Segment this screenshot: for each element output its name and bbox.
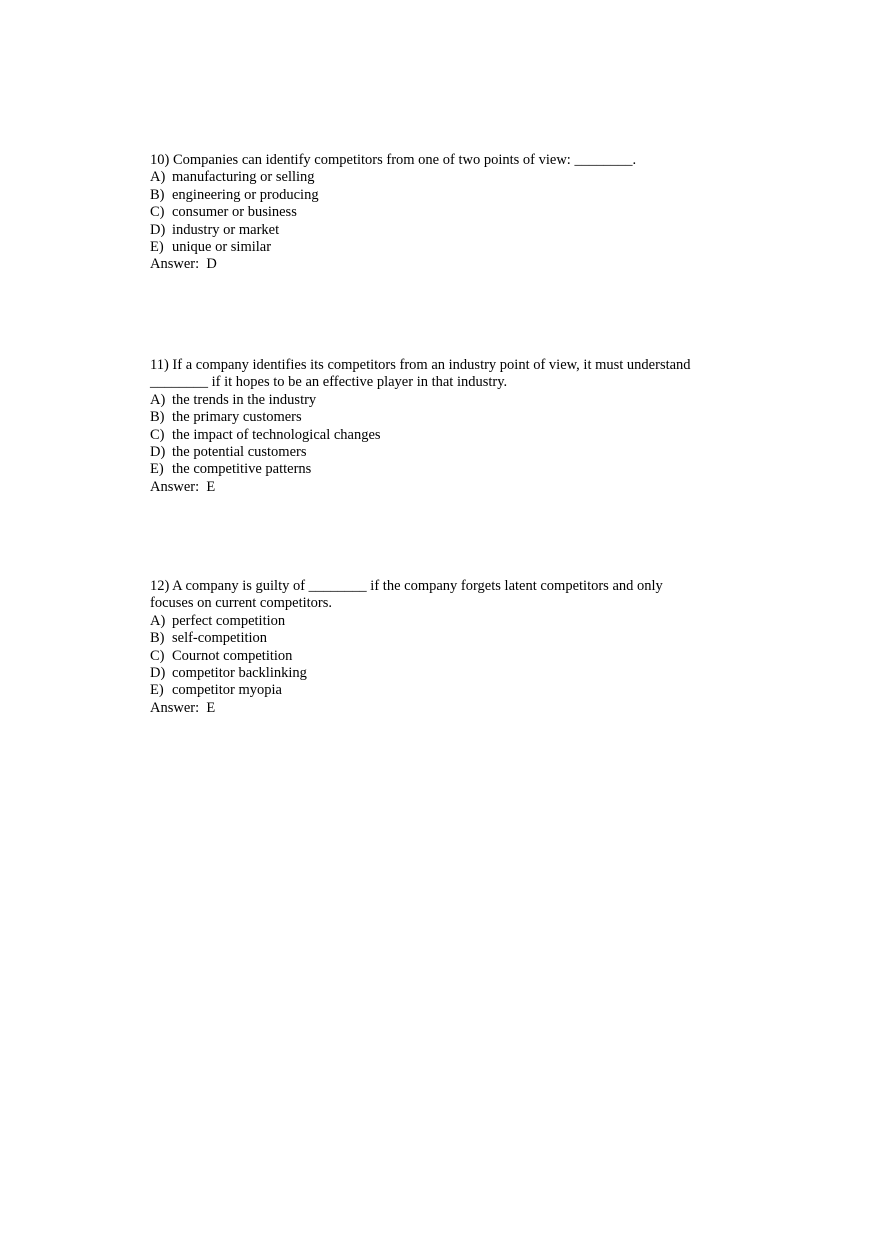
option-a — [150, 169, 750, 186]
question-stem-line: ________ if it hopes to be an effective player in that industry. — [150, 374, 508, 391]
option-text: competitor myopia — [172, 682, 282, 699]
option-text: Cournot competition — [172, 647, 293, 664]
option-text: self-competition — [172, 630, 268, 647]
question-stem-line: 10) Companies can identify competitors from one of two points of view: ________. — [150, 152, 637, 168]
option-text: the competitive patterns — [172, 461, 312, 478]
option-a — [150, 392, 750, 409]
option-letter: A) — [150, 612, 166, 629]
option-text: the primary customers — [172, 409, 302, 426]
option-letter: C) — [150, 426, 165, 443]
option-letter: E) — [150, 682, 164, 699]
option-d — [150, 222, 750, 239]
option-letter: C) — [150, 647, 165, 664]
option-letter: B) — [150, 630, 165, 647]
answer-line: Answer: E — [150, 699, 216, 716]
option-e — [150, 682, 750, 699]
answer-line: Answer: E — [150, 478, 216, 495]
option-text: industry or market — [172, 221, 280, 238]
option-text: the impact of technological changes — [172, 426, 381, 443]
option-text: competitor backlinking — [172, 665, 307, 682]
option-text: manufacturing or selling — [172, 169, 315, 186]
option-letter: A) — [150, 391, 166, 408]
option-letter: C) — [150, 204, 165, 221]
option-text: unique or similar — [172, 239, 272, 256]
option-letter: E) — [150, 461, 164, 478]
option-text: perfect competition — [172, 612, 286, 629]
option-a — [150, 613, 750, 630]
option-text: engineering or producing — [172, 186, 319, 203]
option-letter: B) — [150, 186, 165, 203]
question-stem-line: 12) A company is guilty of ________ if the company forgets latent competitors and only — [150, 578, 663, 594]
option-b — [150, 187, 750, 204]
question-stem-line: focuses on current competitors. — [150, 595, 333, 612]
option-letter: A) — [150, 169, 166, 186]
option-letter: E) — [150, 239, 164, 256]
question-12 — [150, 578, 750, 717]
option-c — [150, 427, 750, 444]
option-b — [150, 630, 750, 647]
answer-line: Answer: D — [150, 256, 217, 273]
option-c — [150, 204, 750, 221]
option-letter: D) — [150, 221, 166, 238]
option-e — [150, 239, 750, 256]
option-letter: D) — [150, 665, 166, 682]
option-text: the trends in the industry — [172, 391, 317, 408]
option-b — [150, 409, 750, 426]
question-11 — [150, 357, 750, 496]
option-text: consumer or business — [172, 204, 297, 221]
option-d — [150, 444, 750, 461]
option-e — [150, 461, 750, 478]
option-d — [150, 665, 750, 682]
option-c — [150, 648, 750, 665]
option-letter: D) — [150, 444, 166, 461]
option-letter: B) — [150, 409, 165, 426]
question-10 — [150, 152, 750, 274]
option-text: the potential customers — [172, 444, 307, 461]
question-stem-line: 11) If a company identifies its competitors from an industry point of view, it must understand — [150, 357, 691, 373]
